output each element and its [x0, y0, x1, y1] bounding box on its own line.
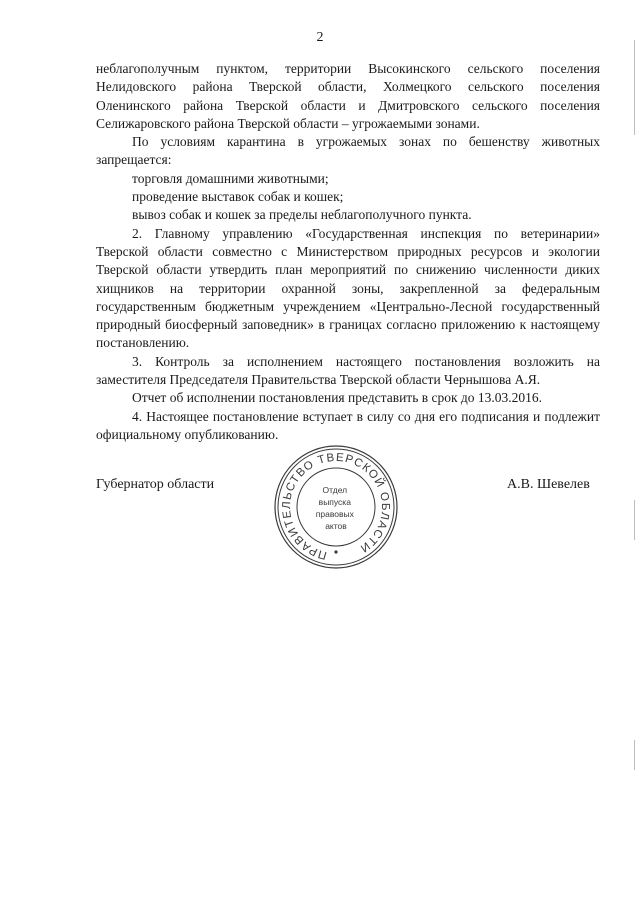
signatory-name: А.В. Шевелев [507, 477, 590, 492]
signatory-title: Губернатор области [96, 477, 215, 492]
clause-3: 3. Контроль за исполнением настоящего постановления возложить на заместителя Председателя Правительства Тверской области Чернышова А.Я. [96, 353, 600, 388]
stamp-ring-text: ПРАВИТЕЛЬСТВО ТВЕРСКОЙ ОБЛАСТИ [280, 451, 392, 562]
stamp-center-line: выпуска [318, 497, 351, 507]
official-stamp [272, 443, 400, 571]
list-item: вывоз собак и кошек за пределы неблагополучного пункта. [132, 207, 472, 223]
paragraph-line: Нелидовского района Тверской области, Холмецкого сельского поселения [96, 79, 600, 95]
document-body [96, 60, 600, 444]
stamp-center-line: актов [325, 521, 347, 531]
page-number: 2 [316, 30, 324, 45]
svg-text:Отдел выпуска правовых [316, 485, 356, 531]
scan-edge-mark [634, 740, 635, 770]
scan-edge-mark [634, 500, 635, 540]
stamp-center-line: правовых [315, 509, 354, 519]
paragraph-line: Селижаровского района Тверской области – угрожаемыми зонами. [96, 115, 480, 131]
report-deadline: Отчет об исполнении постановления представить в срок до 13.03.2016. [132, 390, 543, 406]
clause-4: 4. Настоящее постановление вступает в силу со дня его подписания и подлежит официальному опубликованию. [96, 408, 600, 442]
scan-edge-mark [634, 40, 635, 135]
list-item: торговля домашними животными; [132, 170, 329, 186]
paragraph-line: Оленинского района Тверской области и Дмитровского сельского поселения [96, 97, 600, 113]
list-item: проведение выставок собак и кошек; [132, 189, 344, 205]
clause-2: 2. Главному управлению «Государственная инспекция по ветеринарии» Тверской области совместно с Министерством природных ресурсов и экологии Тверской области утвердить план мероприятий по снижению численности диких хищников на территории охранной зоны, закрепленной за федеральным государственным бюджетным учреждением «Центрально-Лесной государственный природный биосферный заповедник» в границах согласно приложению к настоящему постановлению. [96, 225, 600, 351]
stamp-center-line: Отдел [322, 485, 348, 495]
quarantine-paragraph: По условиям карантина в угрожаемых зонах по бешенству животных запрещается: [96, 134, 600, 168]
paragraph-line: неблагополучным пунктом, территории Высокинского сельского поселения [96, 61, 600, 76]
